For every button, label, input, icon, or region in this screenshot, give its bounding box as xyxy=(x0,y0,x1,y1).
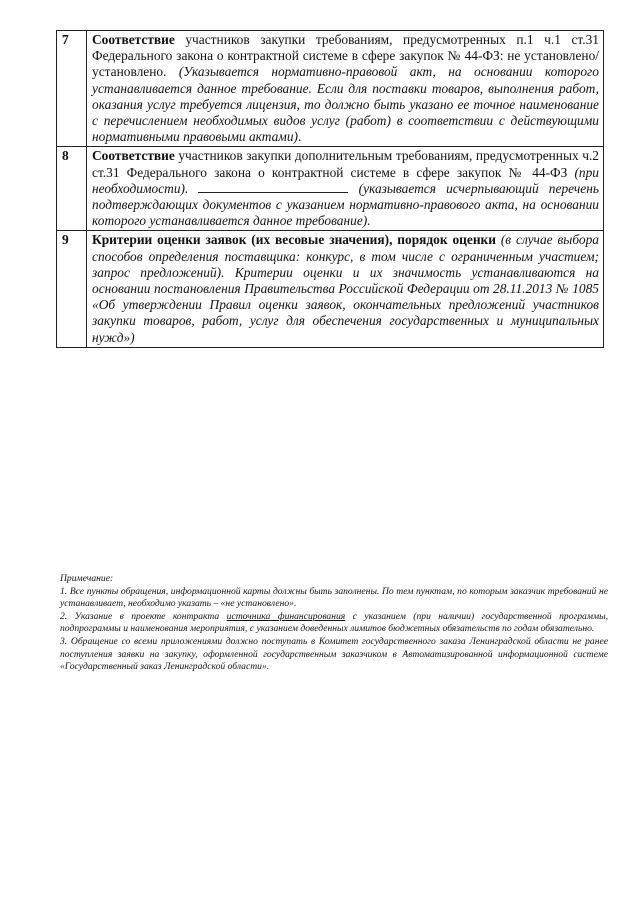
note-item-1: 1. Все пункты обращения, информационной карты должны быть заполнены. По тем пунктам, по которым заказчик требований не устанавливает, необходимо указать – «не установлено». xyxy=(60,585,608,610)
row-number: 7 xyxy=(57,31,87,147)
row-italic-note: (Указывается нормативно-правовой акт, на основании которого устанавливается данное требование. Если для поставки товаров, выполнения работ, оказания услуг требуется лицензия, то должно быть указано ее точное наименование с перечислением необходимых видов услуг (работ) в соответствии с действующими нормативными правовыми актами) xyxy=(92,64,599,145)
notes-title: Примечание: xyxy=(60,573,114,584)
row-body: участников закупки дополнительным требованиям, предусмотренных ч.2 ст.31 Федерального закона о контрактной системе в сфере закупок № 44-ФЗ xyxy=(92,148,599,180)
note-item-3: 3. Обращение со всеми приложениями должно поступать в Комитет государственного заказа Ленинградской области не ранее поступления заявки на закупку, оформленной государственным заказчиком в Автоматизированной информационной системе «Государственный заказ Ленинградской области». xyxy=(60,635,608,673)
note-item-2-underlined: источника финансирования xyxy=(226,610,346,622)
table-row xyxy=(57,231,604,347)
row-text xyxy=(87,231,604,347)
row-heading: Критерии оценки заявок (их весовые значения), порядок оценки xyxy=(92,232,496,248)
row-number: 8 xyxy=(57,147,87,231)
note-item-2-end: с указанием (при наличии) государственной программы, подпрограммы и наименования мероприятия, с указанием доведенных лимитов бюджетных обязательств по годам обязательно. xyxy=(60,610,608,635)
notes-section xyxy=(60,573,608,674)
row-text xyxy=(87,31,604,147)
row-italic-note-2: (указывается исчерпывающий перечень подтверждающих документов с указанием нормативно-правового акта, на основании которого устанавливается данное требование). xyxy=(92,180,599,229)
row-number: 9 xyxy=(57,231,87,347)
table-row xyxy=(57,147,604,231)
requirements-table xyxy=(56,30,604,348)
note-item-2-start: 2. Указание в проекте контракта xyxy=(60,610,227,622)
row-tail: . xyxy=(298,129,302,145)
table-row xyxy=(57,31,604,147)
row-text xyxy=(87,147,604,231)
row-italic-note: (в случае выбора способов определения поставщика: конкурс, в том числе с ограниченным участием; запрос предложений). Критерии оценки и их значимость устанавливаются на основании постановления Правительства Российской Федерации от 28.11.2013 № 1085 «Об утверждении Правил оценки заявок, окончательных предложений участников закупки товаров, работ, услуг для обеспечения государственных и муниципальных нужд») xyxy=(92,232,599,345)
row-heading: Соответствие xyxy=(92,148,175,164)
row-body: участников закупки требованиям, предусмотренных п.1 ч.1 ст.31 Федерального закона о контрактной системе в сфере закупок № 44-ФЗ: не установлено/ установлено. xyxy=(92,32,599,80)
row-italic-note: (при необходимости). xyxy=(92,164,599,196)
blank-fill-line xyxy=(198,182,348,193)
row-heading: Соответствие xyxy=(92,32,175,47)
note-item-2 xyxy=(60,611,608,636)
